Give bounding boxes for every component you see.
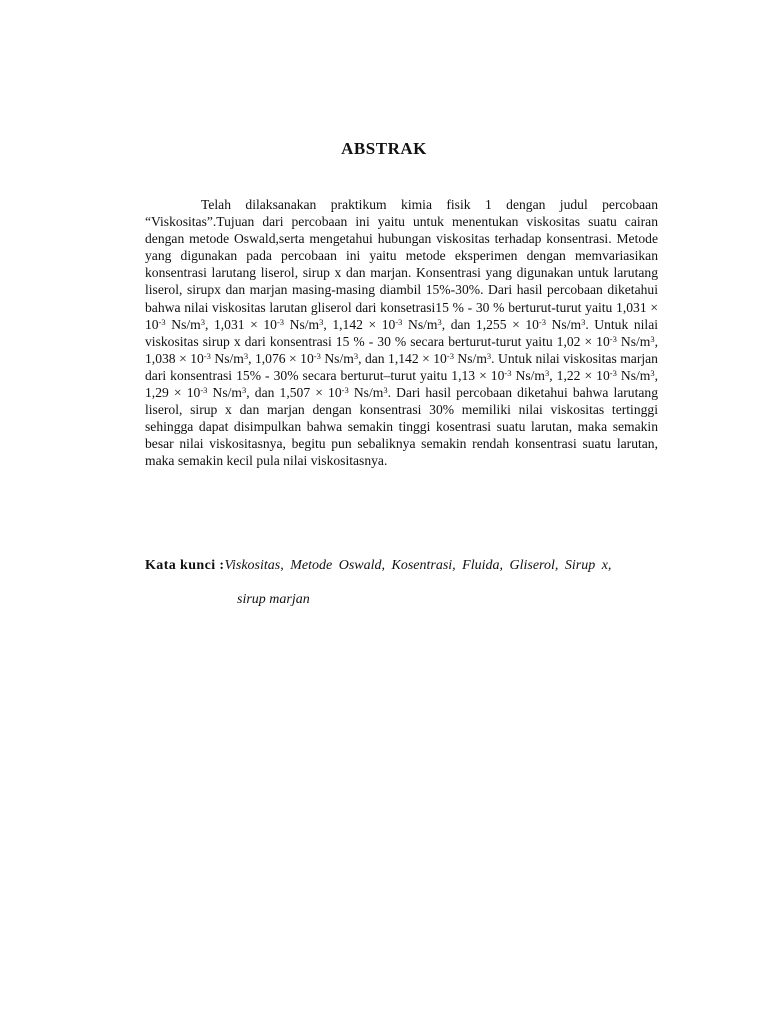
keywords-block bbox=[145, 549, 658, 617]
abstract-superscript: 3 bbox=[383, 385, 388, 396]
keywords-label: Kata kunci : bbox=[145, 558, 225, 573]
abstract-text: , 1,076 × 10 bbox=[248, 350, 314, 366]
abstract-superscript: -3 bbox=[538, 316, 547, 327]
abstract-text: Ns/m bbox=[207, 385, 242, 401]
abstract-superscript: 3 bbox=[650, 367, 655, 378]
abstract-text: . Untuk nilai viskositas sirup x dari konsentrasi 15 % - 30 % secara berturut-turut yaitu 1,02 × 10 bbox=[145, 316, 659, 349]
abstract-text: Ns/m bbox=[165, 316, 201, 332]
abstract-superscript: 3 bbox=[200, 316, 205, 327]
abstract-text: . Untuk nilai viskositas marjan dari konsentrasi 15% - 30% secara berturut–turut yaitu 1,13 × 10 bbox=[145, 350, 658, 383]
abstract-text: Ns/m bbox=[546, 316, 582, 332]
abstract-superscript: 3 bbox=[319, 316, 324, 327]
abstract-superscript: 3 bbox=[242, 385, 247, 396]
abstract-text: Ns/m bbox=[402, 316, 438, 332]
keywords-line-2: sirup marjan bbox=[237, 592, 310, 607]
abstract-superscript: 3 bbox=[581, 316, 586, 327]
abstract-superscript: -3 bbox=[313, 350, 321, 361]
abstract-superscript: -3 bbox=[200, 385, 208, 396]
abstract-superscript: 3 bbox=[353, 350, 359, 361]
abstract-text: Telah dilaksanakan praktikum kimia fisik 1 dengan judul percobaan “Viskositas”.Tujuan dari percobaan ini yaitu untuk menentukan viskositas suatu cairan dengan metode Oswald,serta mengetahui hubungan viskositas terhadap konsentrasi. Metode yang digunakan pada percobaan ini yaitu metode eksperimen dengan memvariasikan konsentrasi larutang liserol, sirup x dan marjan. Konsentrasi yang digunakan untuk larutang liserol, sirupx dan marjan masing-masing diambil 15%-30%. Dari hasil percobaan diketahui bahwa nilai viskositas larutan gliserol dari konsetrasi15 % - 30 % berturut-turut yaitu 1,031 × 10 bbox=[145, 197, 658, 332]
abstract-text: , dan 1,507 × 10 bbox=[246, 385, 342, 401]
abstract-text: Ns/m bbox=[511, 367, 545, 383]
abstract-superscript: -3 bbox=[158, 316, 166, 327]
abstract-superscript: -3 bbox=[609, 367, 617, 378]
abstract-paragraph bbox=[145, 196, 658, 470]
abstract-text: , 1,031 × 10 bbox=[204, 316, 277, 332]
abstract-superscript: 3 bbox=[243, 350, 249, 361]
abstract-superscript: -3 bbox=[395, 316, 403, 327]
abstract-text: Ns/m bbox=[320, 350, 354, 366]
keywords-line-1 bbox=[145, 549, 658, 583]
abstract-text: , 1,22 × 10 bbox=[549, 367, 610, 383]
abstract-superscript: 3 bbox=[437, 316, 442, 327]
abstract-text: Ns/m bbox=[284, 316, 320, 332]
abstract-text: , 1,29 × 10 bbox=[145, 367, 658, 401]
abstract-text: , dan 1,255 × 10 bbox=[441, 316, 539, 332]
abstract-superscript: 3 bbox=[544, 367, 550, 378]
abstract-text: Ns/m bbox=[616, 367, 651, 383]
keywords-list: Viskositas, Metode Oswald, Kosentrasi, Fluida, Gliserol, Sirup x, bbox=[224, 558, 612, 573]
abstract-superscript: -3 bbox=[609, 333, 617, 344]
abstract-superscript: 3 bbox=[486, 350, 492, 361]
page-title: ABSTRAK bbox=[341, 139, 427, 158]
abstract-superscript: -3 bbox=[203, 350, 211, 361]
abstract-superscript: -3 bbox=[341, 385, 349, 396]
abstract-superscript: -3 bbox=[504, 367, 512, 378]
abstract-superscript: 3 bbox=[650, 333, 655, 344]
abstract-superscript: -3 bbox=[446, 350, 454, 361]
abstract-superscript: -3 bbox=[276, 316, 285, 327]
abstract-text: Ns/m bbox=[210, 350, 244, 366]
abstract-text: . Dari hasil percobaan diketahui bahwa larutang liserol, sirup x dan marjan dengan konsentrasi 30% memiliki nilai viskositas tertinggi sehingga dapat disimpulkan bahwa semakin tinggi kosentrasi suatu larutan, maka semakin besar nilai viskositasnya, begitu pun sebaliknya semakin rendah konsentrasi suatu larutan, maka semakin kecil pula nilai viskositasnya. bbox=[145, 385, 659, 469]
abstract-text: , dan 1,142 × 10 bbox=[358, 350, 447, 366]
abstract-text: , 1,142 × 10 bbox=[323, 316, 396, 332]
abstract-text: , 1,038 × 10 bbox=[145, 333, 658, 366]
abstract-text: Ns/m bbox=[616, 333, 651, 349]
abstract-text: Ns/m bbox=[348, 385, 384, 401]
abstract-text: Ns/m bbox=[453, 350, 487, 366]
